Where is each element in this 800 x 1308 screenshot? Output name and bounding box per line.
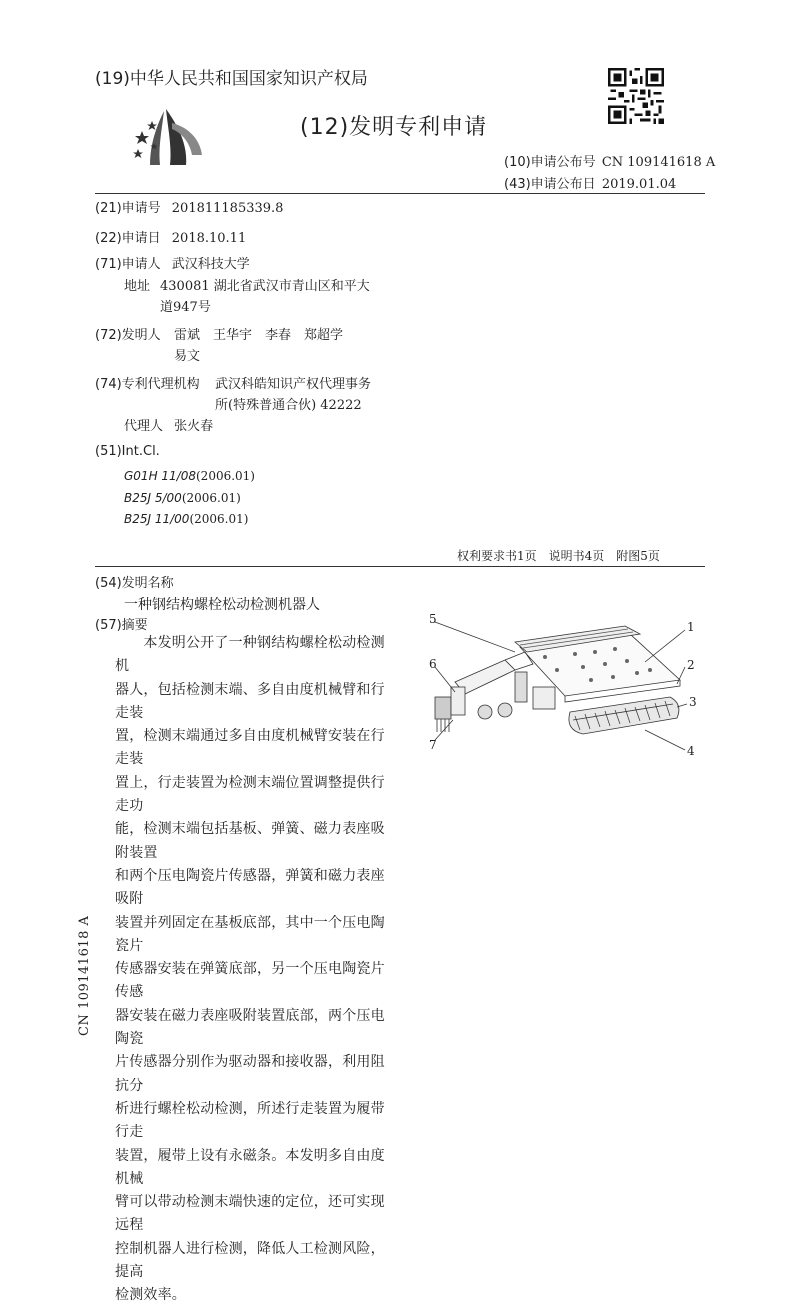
ipc-version: (2006.01) <box>181 491 241 505</box>
application-number-row <box>95 197 283 216</box>
abstract-label: (57)摘要 <box>95 618 148 633</box>
logo-icon <box>128 103 208 173</box>
abstract-line: 本发明公开了一种钢结构螺栓松动检测机 <box>115 635 385 675</box>
abstract-line: 传感器安装在弹簧底部，另一个压电陶瓷片传感 <box>115 961 385 1001</box>
abstract-line: 片传感器分别作为驱动器和接收器，利用阻抗分 <box>115 1054 385 1094</box>
agent: 张火春 <box>174 419 214 434</box>
side-publication-number: CN 109141618 A <box>77 915 92 1036</box>
publication-number-label: (10)申请公布号 <box>504 155 596 170</box>
abstract-line: 控制机器人进行检测，降低人工检测风险，提高 <box>115 1240 385 1281</box>
address-label: 地址 <box>124 279 151 294</box>
agency-line-1: 武汉科皓知识产权代理事务 <box>215 377 372 392</box>
robot-drawing <box>415 612 715 787</box>
header-divider <box>95 193 705 194</box>
abstract-line: 析进行螺栓松动检测，所述行走装置为履带行走 <box>115 1100 385 1141</box>
application-date: 2018.10.11 <box>171 231 247 246</box>
agency-label: (74)专利代理机构 <box>95 377 200 392</box>
inventor-label: (72)发明人 <box>95 328 161 343</box>
ipc-row <box>124 508 248 527</box>
ipc-version: (2006.01) <box>189 512 249 526</box>
ipc-code: B25J 5/00 <box>124 491 182 505</box>
ipc-version: (2006.01) <box>196 469 255 483</box>
figure-label: 1 <box>687 620 695 634</box>
application-date-row <box>95 227 246 246</box>
figure-label: 5 <box>429 612 437 626</box>
agency-line-2: 所(特殊普通合伙) 42222 <box>215 398 362 413</box>
applicant-label: (71)申请人 <box>95 257 161 272</box>
abstract-line: 检测效率。 <box>115 1287 186 1304</box>
publication-date-row <box>504 173 676 192</box>
ipc-code: B25J 11/00 <box>124 512 190 526</box>
applicant: 武汉科技大学 <box>171 257 250 272</box>
address-line-1: 430081 湖北省武汉市青山区和平大 <box>160 279 370 294</box>
abstract-line: 置，检测末端通过多自由度机械臂安装在行走装 <box>115 728 385 768</box>
abstract-line: 装置，履带上设有永磁条。本发明多自由度机械 <box>115 1147 385 1187</box>
application-number-label: (21)申请号 <box>95 201 161 216</box>
invention-title: 一种钢结构螺栓松动检测机器人 <box>124 597 320 613</box>
agent-label: 代理人 <box>124 419 164 434</box>
page-counts: 权利要求书1页 说明书4页 附图5页 <box>457 549 660 563</box>
publication-number: CN 109141618 A <box>601 155 716 170</box>
publication-date-label: (43)申请公布日 <box>504 177 596 192</box>
abstract-line: 装置并列固定在基板底部，其中一个压电陶瓷片 <box>115 914 385 954</box>
figure-label: 2 <box>687 658 695 672</box>
figure-label: 4 <box>687 744 695 758</box>
abstract-line: 能，检测末端包括基板、弹簧、磁力表座吸附装置 <box>115 821 385 861</box>
inventor-line-1: 雷斌 王华宇 李春 郑超学 <box>174 328 344 343</box>
document-type-title: (12)发明专利申请 <box>300 115 488 140</box>
inventor-line-2: 易文 <box>174 349 201 364</box>
figure-label: 3 <box>689 695 697 709</box>
application-number: 201811185339.8 <box>171 201 284 216</box>
abstract-figure <box>415 612 715 787</box>
abstract-text <box>115 632 387 1308</box>
intcl-label: (51)Int.Cl. <box>95 444 160 459</box>
address-line-2: 道947号 <box>160 300 211 315</box>
abstract-line: 器人，包括检测末端、多自由度机械臂和行走装 <box>115 681 385 721</box>
publication-date: 2019.01.04 <box>601 177 677 192</box>
publication-number-row <box>504 151 715 170</box>
issuing-office: (19)中华人民共和国国家知识产权局 <box>95 69 368 89</box>
ipc-row <box>124 465 255 484</box>
abstract-line: 置上，行走装置为检测末端位置调整提供行走功 <box>115 774 385 815</box>
ipc-code: G01H 11/08 <box>124 469 196 483</box>
application-date-label: (22)申请日 <box>95 231 161 246</box>
qr-code <box>608 68 664 124</box>
abstract-line: 和两个压电陶瓷片传感器，弹簧和磁力表座吸附 <box>115 867 385 908</box>
abstract-line: 臂可以带动检测末端快速的定位，还可实现远程 <box>115 1194 385 1234</box>
figure-label: 7 <box>429 738 437 752</box>
figure-label: 6 <box>429 657 437 671</box>
biblio-divider <box>95 566 705 567</box>
agent-row <box>124 415 213 434</box>
ipc-row <box>124 487 241 506</box>
invention-title-label: (54)发明名称 <box>95 576 174 591</box>
cnipa-logo <box>128 103 208 173</box>
applicant-row <box>95 253 250 272</box>
qr-code-icon <box>608 68 664 124</box>
abstract-line: 器安装在磁力表座吸附装置底部，两个压电陶瓷 <box>115 1007 385 1048</box>
